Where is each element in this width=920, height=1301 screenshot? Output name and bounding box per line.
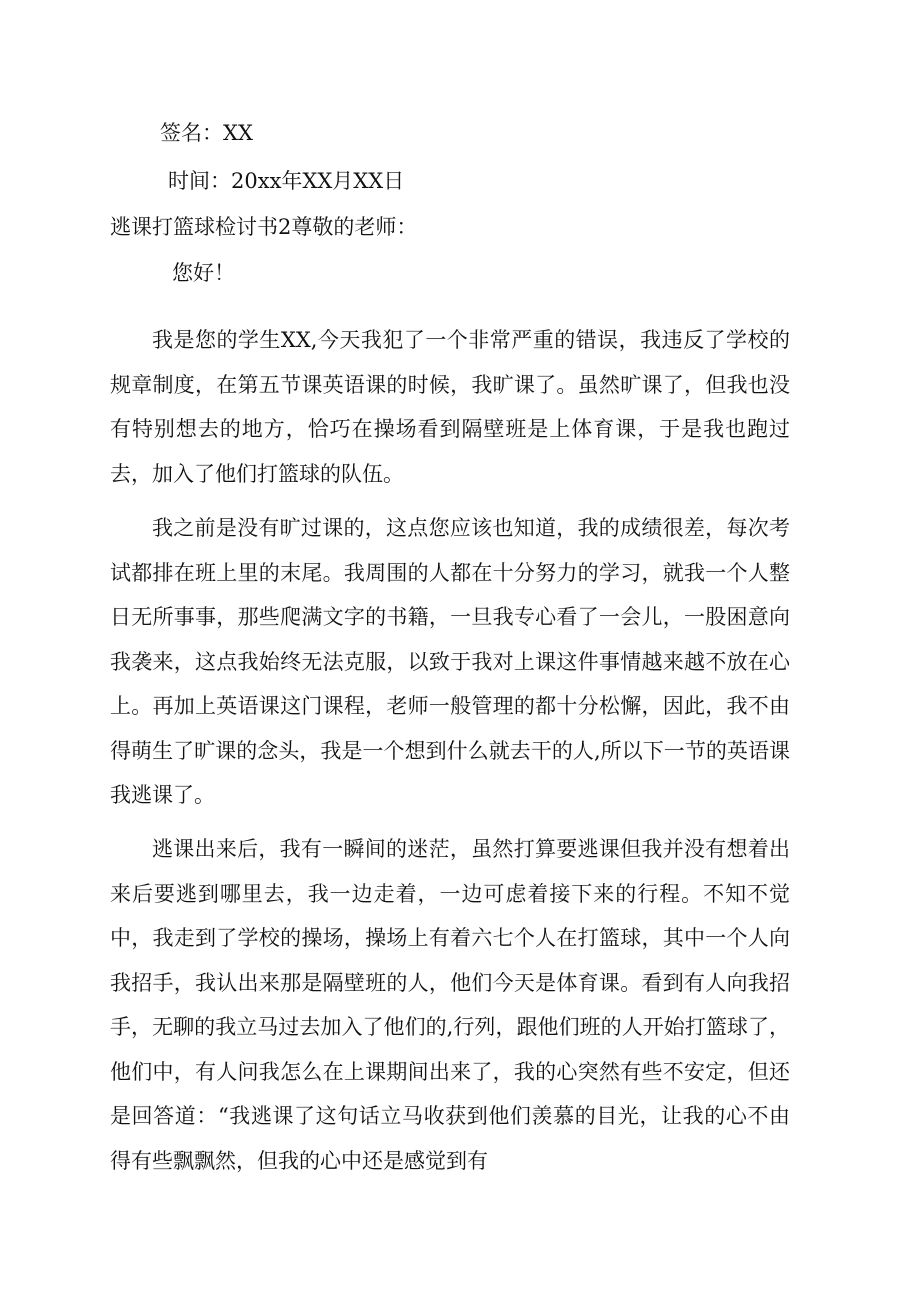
body-paragraph: 我是您的学生XX,今天我犯了一个非常严重的错误，我违反了学校的规章制度，在第五节课英语课的时候，我旷课了。虽然旷课了，但我也没有特别想去的地方，恰巧在操场看到隔壁班是上体育课，于是我也跑过去，加入了他们打篮球的队伍。 xyxy=(110,328,790,486)
signature-line: 签名：XX xyxy=(160,121,253,145)
body-paragraph: 我之前是没有旷过课的，这点您应该也知道，我的成绩很差，每次考试都排在班上里的末尾。我周围的人都在十分努力的学习，就我一个人整日无所事事，那些爬满文字的书籍，一旦我专心看了一会儿，一股困意向我袭来，这点我始终无法克服，以致于我对上课这件事情越来越不放在心上。再加上英语课这门课程，老师一般管理的都十分松懈，因此，我不由得萌生了旷课的念头，我是一个想到什么就去干的人,所以下一节的英语课我逃课了。 xyxy=(110,516,790,807)
document-heading: 逃课打篮球检讨书2尊敬的老师： xyxy=(110,215,418,239)
body-paragraph: 逃课出来后，我有一瞬间的迷茫，虽然打算要逃课但我并没有想着出来后要逃到哪里去，我一边走着，一边可虑着接下来的行程。不知不觉中，我走到了学校的操场，操场上有着六七个人在打篮球，其中一个人向我招手，我认出来那是隔壁班的人，他们今天是体育课。看到有人向我招手，无聊的我立马过去加入了他们的,行列，跟他们班的人开始打篮球了，他们中，有人问我怎么在上课期间出来了，我的心突然有些不安定，但还是回答道：“我逃课了这句话立马收获到他们羡慕的目光，让我的心不由得有些飘飘然，但我的心中还是感觉到有 xyxy=(110,837,790,1173)
greeting-line: 您好！ xyxy=(172,261,235,285)
date-line: 时间：20xx年XX月XX日 xyxy=(168,169,405,193)
